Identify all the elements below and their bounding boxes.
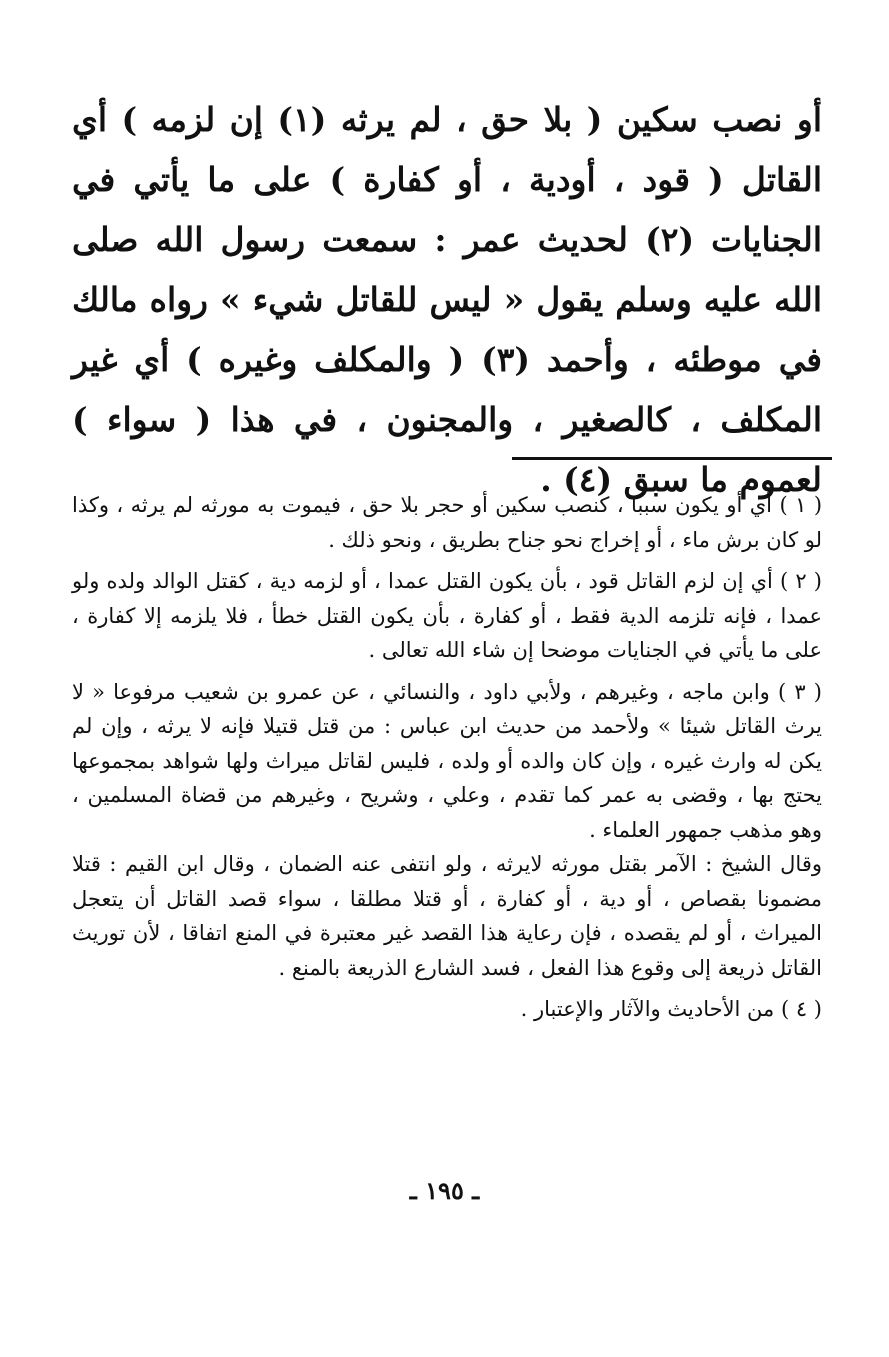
main-text-block	[72, 90, 822, 510]
footnotes-block	[72, 488, 822, 1034]
main-paragraph: أو نصب سكين ( بلا حق ، لم يرثه (١) إن لزمه ) أي القاتل ( قود ، أودية ، أو كفارة ) على ما يأتي في الجنايات (٢) لحديث عمر : سمعت رسول الله صلى الله عليه وسلم يقول « ليس للقاتل شيء » رواه مالك في موطئه ، وأحمد (٣) ( والمكلف وغيره ) أي غير المكلف ، كالصغير ، والمجنون ، في هذا ( سواء ) لعموم ما سبق (٤) .	[72, 100, 823, 499]
footnote-1: ( ١ ) أي أو يكون سببا ، كنصب سكين أو حجر بلا حق ، فيموت به مورثه لم يرثه ، وكذا لو كان برش ماء ، أو إخراج نحو جناح بطريق ، ونحو ذلك .	[72, 493, 823, 552]
footnote-separator	[512, 457, 832, 460]
page-number: ـ ١٩٥ ـ	[409, 1176, 480, 1205]
footnote-2: ( ٢ ) أي إن لزم القاتل قود ، بأن يكون القتل عمدا ، أو لزمه دية ، كقتل الوالد ولده ولو عمدا ، فإنه تلزمه الدية فقط ، أو كفارة ، بأن يكون القتل خطأ ، فلا يلزمه إلا كفارة ، على ما يأتي في الجنايات موضحا إن شاء الله تعالى .	[72, 569, 822, 662]
footnote-3: ( ٣ ) وابن ماجه ، وغيرهم ، ولأبي داود ، والنسائي ، عن عمرو بن شعيب مرفوعا « لا يرث القاتل شيئا » ولأحمد من حديث ابن عباس : من قتل قتيلا فإنه لا يرثه ، وإن لم يكن له وارث غيره ، وإن كان والده أو ولده ، فليس لقاتل ميراث ولها شواهد بمجموعها يحتج بها ، وقضى به عمر كما تقدم ، وعلي ، وشريح ، وغيرهم من قضاة المسلمين ، وهو مذهب جمهور العلماء .	[72, 679, 822, 842]
footnote-4: ( ٤ ) من الأحاديث والآثار والإعتبار .	[520, 997, 822, 1021]
footnote-3-continuation: وقال الشيخ : الآمر بقتل مورثه لايرثه ، ولو انتفى عنه الضمان ، وقال ابن القيم : قتلا مضمونا بقصاص ، أو دية ، أو كفارة ، أو قتلا مطلقا ، سواء قصد القاتل أن يتعجل الميراث ، أو لم يقصده ، فإن رعاية هذا القصد غير معتبرة في المنع اتفاقا ، لأن توريث القاتل ذريعة إلى وقوع هذا الفعل ، فسد الشارع الذريعة بالمنع .	[72, 852, 822, 980]
